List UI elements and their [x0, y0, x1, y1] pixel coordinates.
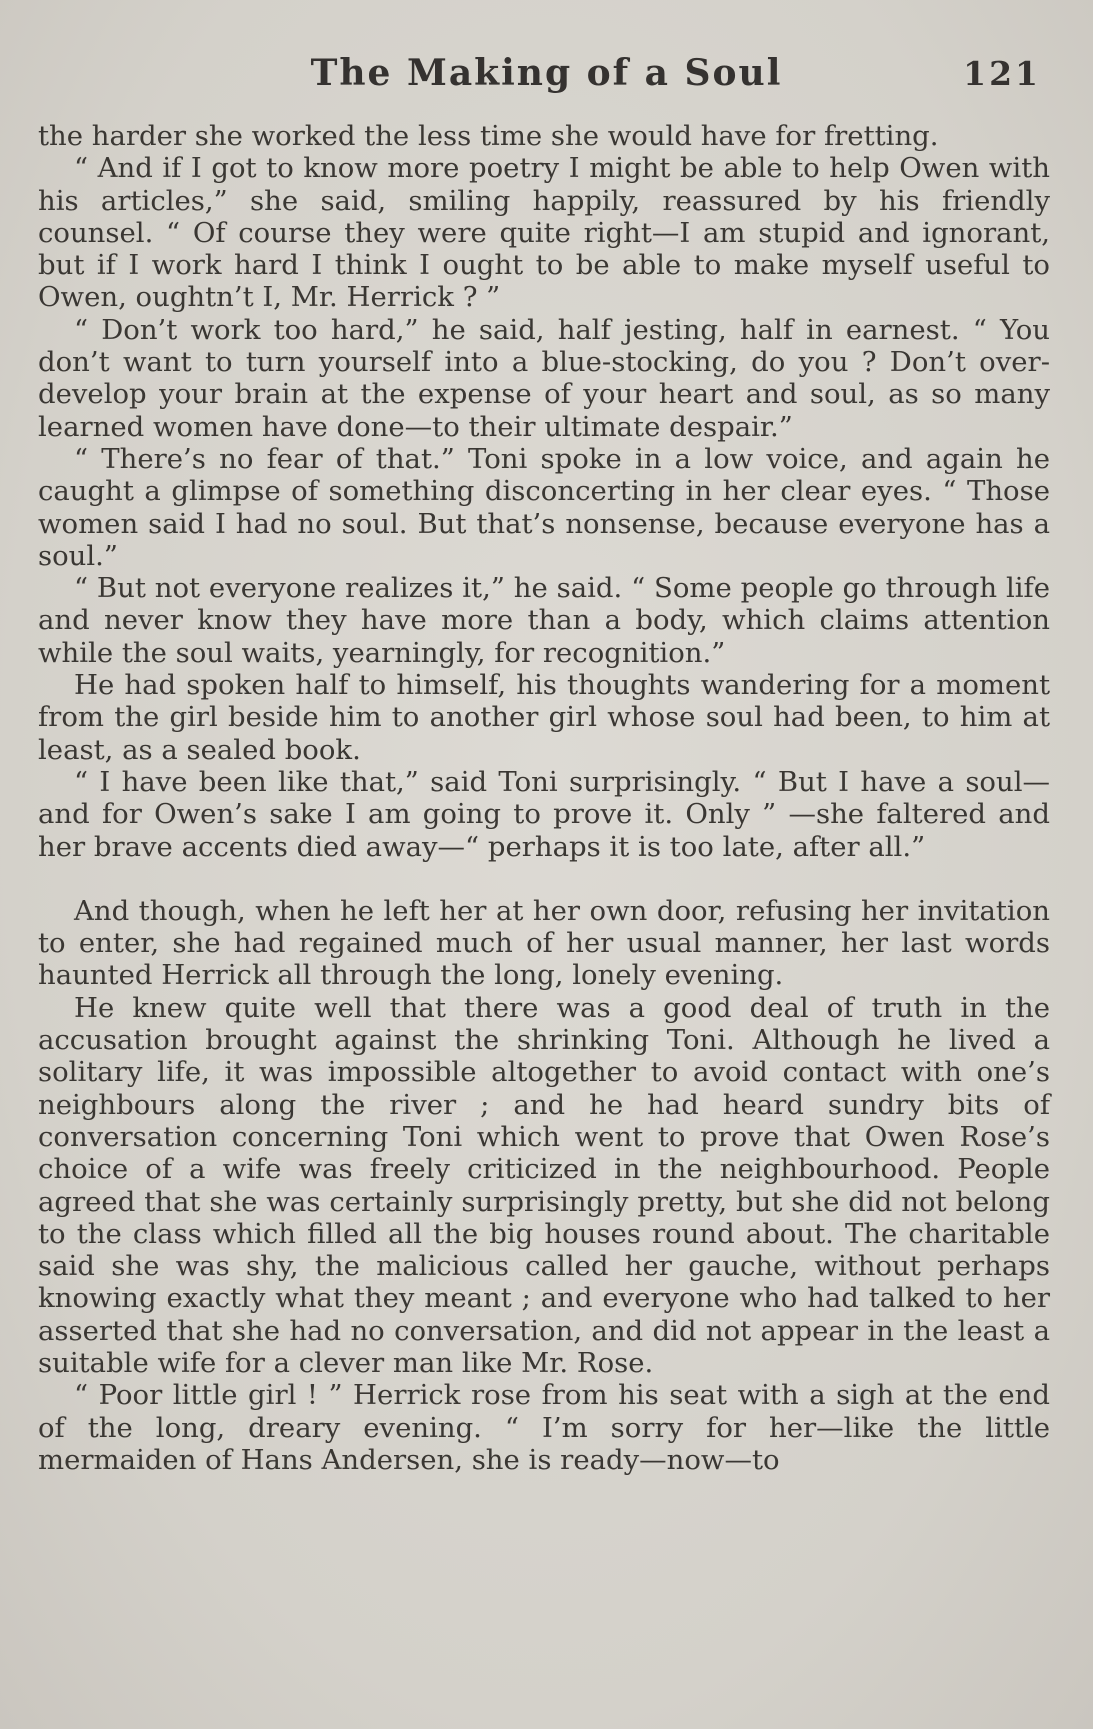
paragraph-7: “ I have been like that,” said Toni surprisingly. “ But I have a soul—and for Owen’s sake I am going to prove it. Only ” —she faltered and her brave accents died away—“ perhaps it is too late, after all.” — [38, 765, 1050, 863]
paragraph-1: the harder she worked the less time she would have for fretting. — [38, 120, 939, 152]
paragraph-5: “ But not everyone realizes it,” he said. “ Some people go through life and never know they have more than a body, which claims attention while the soul waits, yearningly, for recognition.” — [38, 572, 1050, 669]
section-break — [38, 863, 1050, 895]
paragraph-10: “ Poor little girl ! ” Herrick rose from his seat with a sigh at the end of the long, dreary evening. “ I’m sorry for her—like the little mermaiden of Hans Andersen, she is ready—now—to — [38, 1379, 1050, 1476]
paragraph-6: He had spoken half to himself, his thoughts wandering for a moment from the girl beside him to another girl whose soul had been, to him at least, as a sealed book. — [38, 669, 1050, 766]
body-text — [38, 120, 1050, 1476]
paragraph-9: He knew quite well that there was a good deal of truth in the accusation brought against the shrinking Toni. Although he lived a solitary life, it was impossible altogether to avoid contact with one’s neighbours along the river ; and he had heard sundry bits of conversation concerning Toni which went to prove that Owen Rose’s choice of a wife was freely criticized in the neighbourhood. People agreed that she was certainly surprisingly pretty, but she did not belong to the class which filled all the big houses round about. The charitable said she was shy, the malicious called her gauche, without perhaps knowing exactly what they meant ; and everyone who had talked to her asserted that she had no conversation, and did not appear in the least a suitable wife for a clever man like Mr. Rose. — [38, 991, 1050, 1379]
paragraph-4: “ There’s no fear of that.” Toni spoke in a low voice, and again he caught a glimpse of something disconcerting in her clear eyes. “ Those women said I had no soul. But that’s nonsense, because everyone has a soul.” — [38, 442, 1050, 572]
running-title: The Making of a Soul — [310, 52, 783, 94]
paragraph-3: “ Don’t work too hard,” he said, half jesting, half in earnest. “ You don’t want to turn yourself into a blue-stocking, do you ? Don’t over-develop your brain at the expense of your heart and soul, as so many learned women have done—to their ultimate despair.” — [38, 313, 1050, 443]
paragraph-8: And though, when he left her at her own door, refusing her invitation to enter, she had regained much of her usual manner, her last words haunted Herrick all through the long, lonely evening. — [38, 894, 1050, 992]
page-number: 121 — [963, 54, 1041, 93]
running-head — [0, 52, 1093, 102]
paragraph-2: “ And if I got to know more poetry I might be able to help Owen with his articles,” she said, smiling happily, reassured by his friendly counsel. “ Of course they were quite right—I am stupid and ignorant, but if I work hard I think I ought to be able to make myself useful to Owen, oughtn’t I, Mr. Herrick ? ” — [38, 152, 1050, 314]
